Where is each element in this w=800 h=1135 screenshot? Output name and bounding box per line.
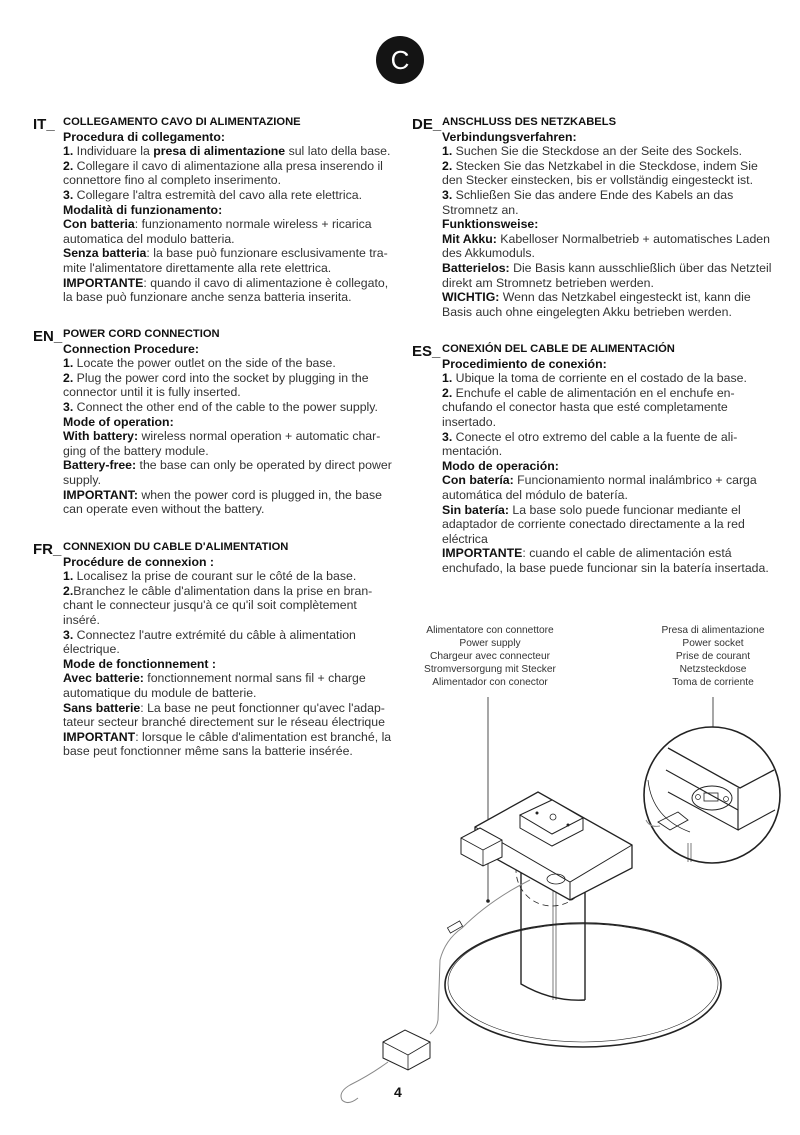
step-1: 1. Locate the power outlet on the side of the base.: [63, 356, 336, 371]
step-2: 2. Plug the power cord into the socket by plugging in the connector until it is fully inserted.: [63, 370, 369, 400]
step-1: 1. Localisez la prise de courant sur le côté de la base.: [63, 569, 357, 584]
important-note: IMPORTANTE: cuando el cable de alimentación está enchufado, la base puede funcionar sin la batería insertada.: [442, 546, 769, 575]
mode-heading: Modo de operación:: [442, 458, 559, 473]
mode-1: Con batería: Funcionamiento normal inalámbrico + carga automática del módulo de batería.: [442, 473, 757, 502]
important-note: WICHTIG: Wenn das Netzkabel eingesteckt ist, kann die Basis auch ohne eingelegten Akku betrieben werden.: [442, 290, 751, 319]
callout-power-supply: Alimentatore con connettore Power supply Chargeur avec connecteur Stromversorgung mit Stecker Alimentador con conector: [424, 625, 556, 688]
lang-code-es: ES_: [412, 343, 441, 360]
section-title: POWER CORD CONNECTION: [63, 328, 220, 340]
mode-2: Senza batteria: la base può funzionare esclusivamente tra-mite l'alimentatore direttamente alla rete elettrica.: [63, 246, 388, 275]
mode-heading: Mode de fonctionnement :: [63, 656, 217, 671]
step-2: 2. Collegare il cavo di alimentazione alla presa inserendo il connettore fino al completo inserimento.: [63, 158, 383, 188]
step-2: 2.Branchez le câble d'alimentation dans la prise en bran-chant le connecteur jusqu'à ce qu'il soit complètement inséré.: [63, 583, 373, 627]
lang-code-en: EN_: [33, 328, 63, 345]
step-1: 1. Ubique la toma de corriente en el costado de la base.: [442, 371, 747, 386]
mode-2: Sans batterie: La base ne peut fonctionner qu'avec l'adap-tateur secteur branché directement sur le réseau électrique: [63, 700, 385, 730]
mode-heading: Mode of operation:: [63, 414, 174, 429]
procedure-heading: Procédure de connexion :: [63, 554, 215, 569]
lang-code-fr: FR_: [33, 541, 62, 558]
section-letter: C: [390, 44, 410, 75]
page-number: 4: [394, 1084, 402, 1100]
step-1: 1. Individuare la presa di alimentazione sul lato della base.: [63, 144, 391, 159]
step-3: 3. Connectez l'autre extrémité du câble à alimentation électrique.: [63, 627, 356, 657]
step-3: 3. Conecte el otro extremo del cable a la fuente de ali-mentación.: [442, 429, 738, 459]
mode-2: Battery-free: the base can only be operated by direct power supply.: [63, 458, 392, 487]
procedure-heading: Connection Procedure:: [63, 341, 199, 356]
mode-2: Sin batería: La base solo puede funcionar mediante el adaptador de corriente conectado directamente a la red eléctrica: [442, 502, 745, 546]
section-title: CONEXIÓN DEL CABLE DE ALIMENTACIÓN: [442, 343, 675, 355]
lang-code-de: DE_: [412, 116, 442, 133]
mode-1: Mit Akku: Kabelloser Normalbetrieb + automatisches Laden des Akkumoduls.: [442, 231, 770, 261]
mode-1: Con batteria: funzionamento normale wireless + ricarica automatica del modulo batteria.: [63, 217, 372, 246]
mode-heading: Funktionsweise:: [442, 217, 539, 232]
important-note: IMPORTANT: when the power cord is plugged in, the base can operate even without the battery.: [63, 487, 382, 517]
step-2: 2. Stecken Sie das Netzkabel in die Steckdose, indem Sie den Stecker einstecken, bis er vollständig eingesteckt ist.: [442, 158, 758, 188]
important-note: IMPORTANTE: quando il cavo di alimentazione è collegato, la base può funzionare anche senza batteria inserita.: [63, 275, 389, 305]
procedure-heading: Procedura di collegamento:: [63, 129, 225, 144]
procedure-heading: Procedimiento de conexión:: [442, 356, 607, 371]
step-2: 2. Enchufe el cable de alimentación en el enchufe en-chufando el conector hasta que esté completamente insertado.: [442, 385, 735, 429]
section-title: COLLEGAMENTO CAVO DI ALIMENTAZIONE: [63, 116, 301, 128]
mode-1: Avec batterie: fonctionnement normal sans fil + charge automatique du module de batterie.: [63, 671, 366, 700]
mode-heading: Modalità di funzionamento:: [63, 202, 223, 217]
procedure-heading: Verbindungsverfahren:: [442, 129, 577, 144]
callout-power-socket: Presa di alimentazione Power socket Prise de courant Netzsteckdose Toma de corriente: [661, 625, 765, 688]
section-title: CONNEXION DU CABLE D'ALIMENTATION: [63, 541, 289, 553]
mode-2: Batterielos: Die Basis kann ausschließlich über das Netzteil direkt am Stromnetz betrieben werden.: [442, 260, 772, 290]
mode-1: With battery: wireless normal operation + automatic char-ging of the battery module.: [63, 429, 381, 458]
step-3: 3. Collegare l'altra estremità del cavo alla rete elettrica.: [63, 187, 362, 202]
section-title: ANSCHLUSS DES NETZKABELS: [442, 116, 617, 128]
step-3: 3. Connect the other end of the cable to the power supply.: [63, 399, 378, 414]
lang-code-it: IT_: [33, 116, 55, 133]
step-1: 1. Suchen Sie die Steckdose an der Seite des Sockels.: [442, 144, 743, 159]
important-note: IMPORTANT: lorsque le câble d'alimentation est branché, la base peut fonctionner même sans la batterie insérée.: [63, 729, 392, 759]
step-3: 3. Schließen Sie das andere Ende des Kabels an das Stromnetz an.: [442, 187, 734, 217]
